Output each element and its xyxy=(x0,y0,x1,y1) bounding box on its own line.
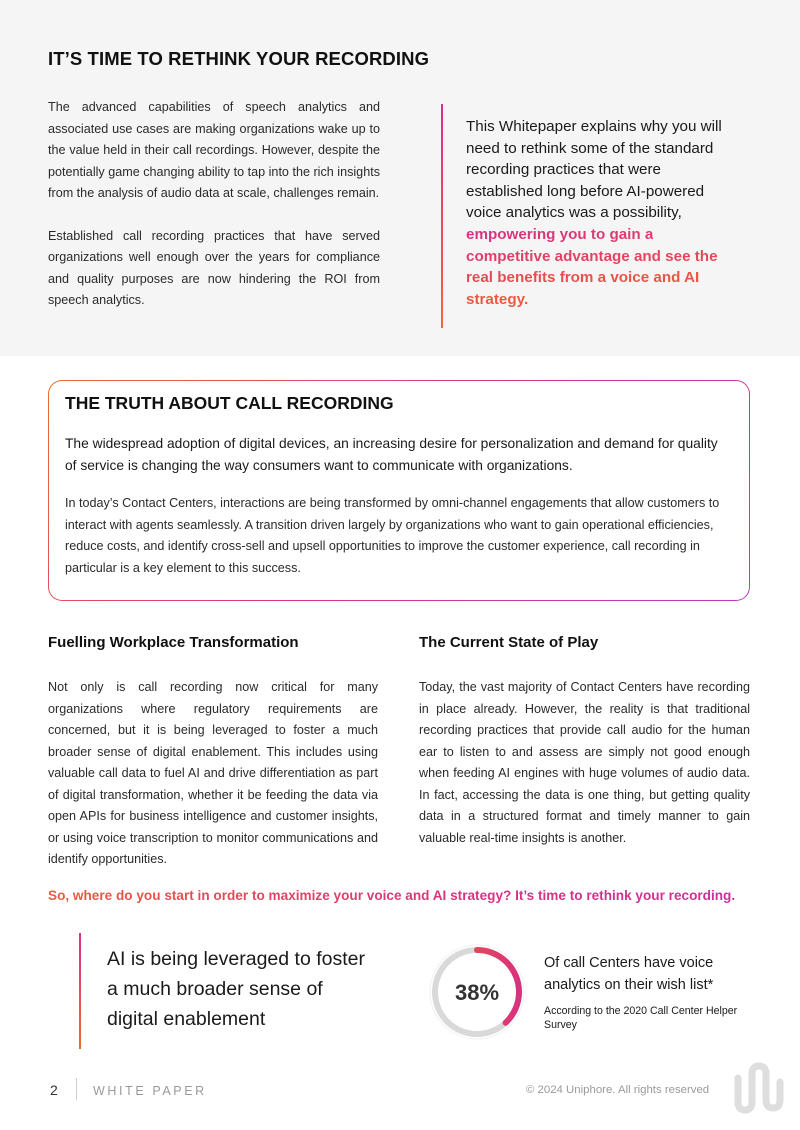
footer-divider xyxy=(76,1078,77,1100)
footer-section-label: WHITE PAPER xyxy=(93,1084,207,1098)
page-number: 2 xyxy=(50,1082,58,1098)
footer-copyright: © 2024 Uniphore. All rights reserved xyxy=(526,1084,710,1096)
intro-accent-bar xyxy=(441,104,443,328)
stat-value: 38% xyxy=(454,980,500,1005)
intro-highlight-accent: empowering you to gain a competitive advantage and see the real benefits from a voice and AI strategy. xyxy=(466,225,718,308)
intro-highlight xyxy=(466,116,738,310)
page-title: IT’S TIME TO RETHINK YOUR RECORDING xyxy=(48,48,430,69)
stat-description: Of call Centers have voice analytics on their wish list* xyxy=(544,955,714,993)
intro-text xyxy=(48,97,380,333)
intro-paragraph-1: The advanced capabilities of speech analytics and associated use cases are making organizations wake up to the value held in their call recordings. However, despite the potentially game changing ability to tap into the rich insights from the analysis of audio data at scale, challenges remain. xyxy=(48,100,380,200)
truth-callout xyxy=(48,380,750,601)
call-to-action: So, where do you start in order to maximize your voice and AI strategy? It’s time to rethink your recording. xyxy=(48,888,736,903)
truth-body: In today’s Contact Centers, interactions are being transformed by omni-channel engagements that allow customers to interact with agents seamlessly. A transition driven largely by organizations who want to gain operational efficiencies, reduce costs, and identify cross-sell and upsell opportunities to improve the customer experience, call recording in particular is a key element to this success. xyxy=(65,496,720,575)
stat-source: According to the 2020 Call Center Helper Survey xyxy=(544,1005,738,1031)
intro-paragraph-2: Established call recording practices that have served organizations well enough over the years for compliance and quality purposes are now hindering the ROI from speech analytics. xyxy=(48,228,380,307)
left-column-text: Not only is call recording now critical for many organizations where regulatory requirements are concerned, but it is being leveraged to foster a much broader sense of digital enablement. This includes using valuable call data to fuel AI and drive differentiation as part of digital transformation, whether it be feeding the data via open APIs for business intelligence and customer insights, or using voice transcription to monitor communications and identify opportunities. xyxy=(48,680,378,866)
truth-callout-inner xyxy=(49,381,749,600)
intro-highlight-plain: This Whitepaper explains why you will need to rethink some of the standard recording practices that were established long before AI-powered voice analytics was a possibility, xyxy=(466,118,722,222)
right-column-text: Today, the vast majority of Contact Centers have recording in place already. However, the reality is that traditional recording practices that provide call audio for the human ear to listen to and assess are simply not good enough when feeding AI engines with huge volumes of audio data. In fact, accessing the data is one thing, but getting quality data in a structured format and timely manner to gain valuable real-time insights is another. xyxy=(419,680,750,845)
truth-lead: The widespread adoption of digital devices, an increasing desire for personalization and demand for quality of service is changing the way consumers want to communicate with organizations. xyxy=(65,436,718,473)
right-column-title: The Current State of Play xyxy=(419,634,599,651)
stat-donut xyxy=(428,943,526,1041)
uniphore-wave-logo-icon xyxy=(730,1058,794,1116)
truth-title: THE TRUTH ABOUT CALL RECORDING xyxy=(65,393,394,413)
left-column-title: Fuelling Workplace Transformation xyxy=(48,634,299,651)
pull-quote: AI is being leveraged to foster a much broader sense of digital enablement xyxy=(107,948,365,1030)
quote-accent-bar xyxy=(79,933,81,1049)
